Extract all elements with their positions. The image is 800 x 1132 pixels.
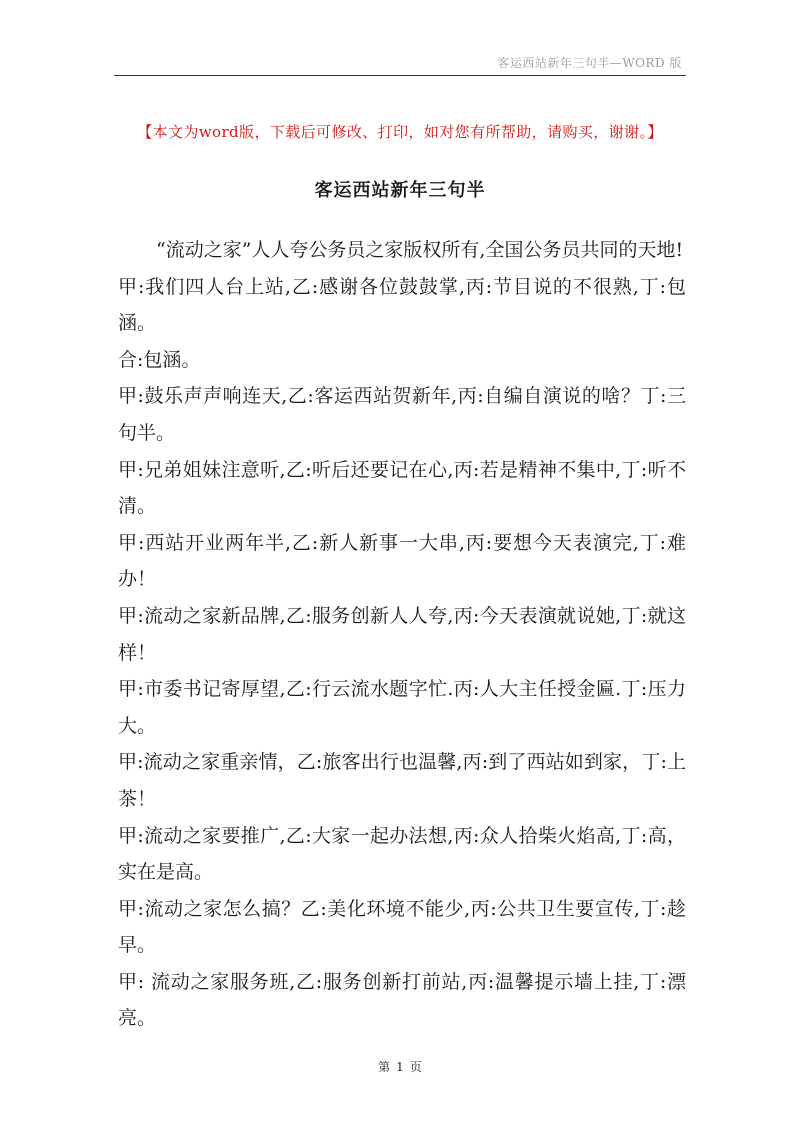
document-body: [118, 232, 686, 1037]
paragraph: 甲:市委书记寄厚望,乙:行云流水题字忙.丙:人大主任授金匾.丁:压力大。: [118, 678, 686, 737]
page-suffix: 页: [409, 1060, 422, 1074]
page-title: 客运西站新年三句半: [314, 180, 486, 201]
paragraph: 甲:流动之家新品牌,乙:服务创新人人夸,丙:今天表演就说她,丁:就这样！: [118, 604, 686, 664]
download-notice: 【本文为word版，下载后可修改、打印，如对您有所帮助，请购买，谢谢。】: [137, 123, 663, 141]
paragraph: 甲:流动之家怎么搞？乙:美化环境不能少,丙:公共卫生要宣传,丁:趁早。: [118, 897, 686, 957]
paragraph: 甲:我们四人台上站,乙:感谢各位鼓鼓掌,丙:节目说的不很熟,丁:包涵。: [118, 275, 686, 335]
page-prefix: 第: [378, 1060, 391, 1074]
page-footer: [0, 1058, 800, 1075]
paragraph: 甲:鼓乐声声响连天,乙:客运西站贺新年,丙:自编自演说的啥？丁:三句半。: [118, 385, 686, 444]
paragraph: 合:包涵。: [118, 348, 201, 371]
paragraph: “流动之家”人人夸公务员之家版权所有,全国公务员共同的天地!: [156, 239, 684, 261]
paragraph: 甲:西站开业两年半,乙:新人新事一大串,丙:要想今天表演完,丁:难办！: [118, 531, 686, 591]
page-number: 1: [396, 1060, 404, 1074]
running-header: 客运西站新年三句半—WORD 版: [497, 56, 682, 70]
paragraph: 甲:兄弟姐妹注意听,乙:听后还要记在心,丙:若是精神不集中,丁:听不清。: [118, 458, 686, 518]
paragraph: 甲: 流动之家服务班,乙:服务创新打前站,丙:温馨提示墙上挂,丁:漂亮。: [118, 970, 686, 1030]
paragraph: 甲:流动之家重亲情，乙:旅客出行也温馨,丙:到了西站如到家，丁:上茶！: [118, 751, 686, 810]
paragraph: 甲:流动之家要推广,乙:大家一起办法想,丙:众人拾柴火焰高,丁:高，实在是高。: [118, 824, 686, 884]
header-divider: [114, 75, 686, 76]
